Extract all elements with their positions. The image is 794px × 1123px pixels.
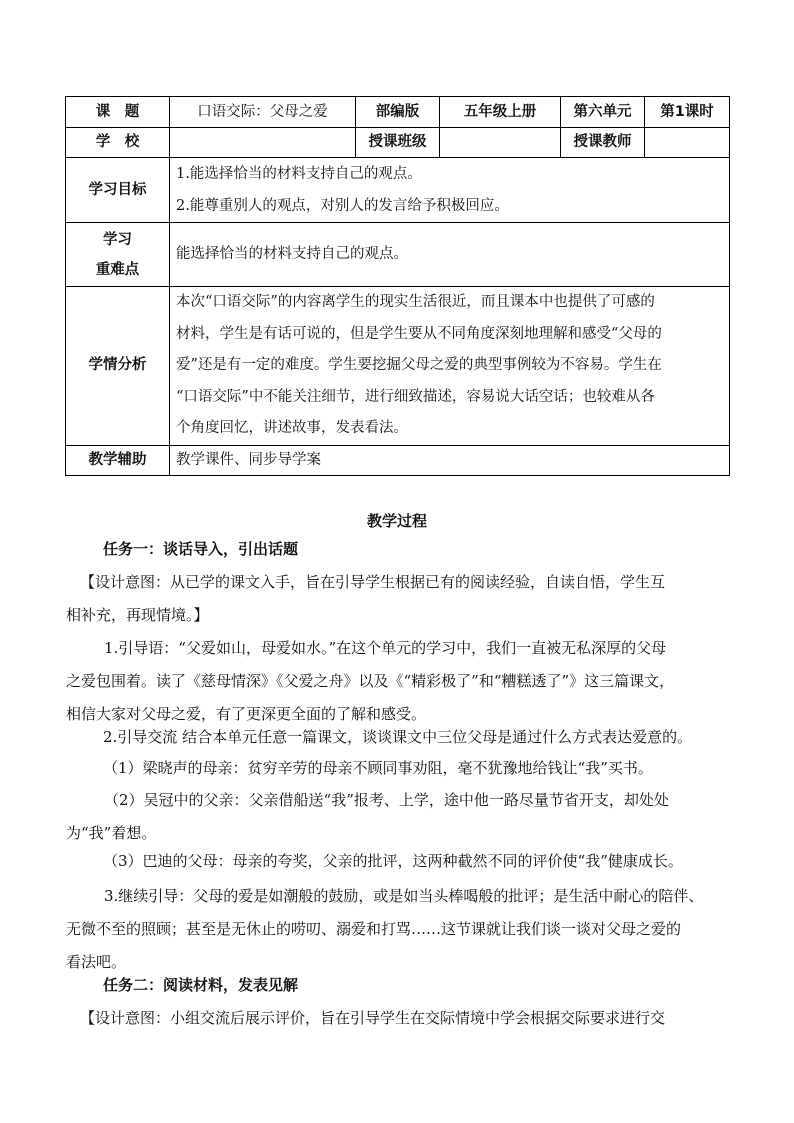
step1-line: 1.引导语：“父爱如山，母爱如水。”在这个单元的学习中，我们一直被无私深厚的父母: [104, 639, 667, 657]
lesson-cell: 第1课时: [645, 97, 730, 128]
table-row-school: [66, 128, 730, 158]
task1-sub2: [66, 784, 730, 850]
school-value: [170, 128, 356, 158]
process-heading: 教学过程: [366, 512, 427, 530]
step3-line: 看法吧。: [66, 953, 127, 971]
aids-content: 教学课件、同步导学案: [170, 445, 730, 475]
design-line: 【设计意图：从已学的课文入手，旨在引导学生根据已有的阅读经验，自读自悟，学生互: [80, 573, 666, 591]
step1-line: 之爱包围着。读了《慈母情深》《父爱之舟》以及《“精彩极了”和“糟糕透了”》这三篇课文，: [66, 672, 675, 690]
analysis-content: [170, 287, 730, 446]
difficulty-label-line2: 重难点: [95, 261, 140, 278]
table-row-difficulty: [66, 223, 730, 287]
topic-label: 课 题: [66, 97, 170, 128]
difficulty-label-line1: 学习: [103, 231, 132, 248]
goals-label: 学习目标: [66, 158, 170, 223]
goal-item: 1.能选择恰当的材料支持自己的观点。: [176, 166, 422, 182]
sub2-line: （2）吴冠中的父亲：父亲借船送“我”报考、上学，途中他一路尽量节省开支，却处处: [104, 791, 669, 809]
teacher-label: 授课教师: [561, 128, 645, 158]
analysis-line: 个角度回忆，讲述故事，发表看法。: [176, 420, 408, 436]
unit-cell: 第六单元: [561, 97, 645, 128]
lesson-info-table: [65, 96, 730, 476]
goal-item: 2.能尊重别人的观点，对别人的发言给予积极回应。: [176, 198, 509, 214]
task1-step3: [66, 880, 730, 979]
table-row-topic: [66, 97, 730, 128]
design-line: 【设计意图：小组交流后展示评价，旨在引导学生在交际情境中学会根据交际要求进行交: [80, 1009, 666, 1027]
task1-sub3: （3）巴迪的父母：母亲的夸奖，父亲的批评，这两种截然不同的评价使“我”健康成长。: [103, 852, 683, 870]
sub2-line: 为“我”着想。: [66, 824, 157, 842]
goals-content: [170, 158, 730, 223]
analysis-line: 本次“口语交际”的内容离学生的现实生活很近，而且课本中也提供了可感的: [176, 294, 655, 310]
analysis-line: 材料，学生是有话可说的，但是学生要从不同角度深刻地理解和感受“父母的: [176, 325, 662, 342]
class-value: [440, 128, 561, 158]
school-label: 学 校: [66, 128, 170, 158]
edition-cell: 部编版: [356, 97, 440, 128]
table-row-analysis: [66, 287, 730, 446]
class-label: 授课班级: [356, 128, 440, 158]
analysis-label: 学情分析: [66, 287, 170, 446]
grade-cell: 五年级上册: [440, 97, 561, 128]
analysis-line: “口语交际”中不能关注细节，进行细致描述，容易说大话空话；也较难从各: [176, 388, 655, 405]
design-line: 相补充，再现情境。】: [66, 606, 209, 624]
difficulty-label: [66, 223, 170, 287]
task2-title: 任务二：阅读材料，发表见解: [103, 976, 299, 994]
task1-design-intent: [66, 566, 730, 632]
task1-step1: [66, 632, 730, 731]
aids-label: 教学辅助: [66, 445, 170, 475]
table-row-goals: [66, 158, 730, 223]
table-row-aids: [66, 445, 730, 475]
topic-title: 口语交际：父母之爱: [170, 97, 356, 128]
difficulty-content: 能选择恰当的材料支持自己的观点。: [170, 223, 730, 287]
teacher-value: [645, 128, 730, 158]
task2-design-intent: [66, 1002, 730, 1035]
step3-line: 3.继续引导：父母的爱是如潮般的鼓励，或是如当头棒喝般的批评；是生活中耐心的陪伴、: [104, 887, 704, 905]
step1-line: 相信大家对父母之爱，有了更深更全面的了解和感受。: [66, 705, 427, 723]
task1-step2: 2.引导交流 结合本单元任意一篇课文，谈谈课文中三位父母是通过什么方式表达爱意的。: [103, 728, 693, 746]
task1-sub1: （1）梁晓声的母亲：贫穷辛劳的母亲不顾同事劝阻，毫不犹豫地给钱让“我”买书。: [103, 759, 653, 777]
analysis-line: 爱”还是有一定的难度。学生要挖掘父母之爱的典型事例较为不容易。学生在: [176, 357, 662, 373]
step3-line: 无微不至的照顾；甚至是无休止的唠叨、溺爱和打骂……这节课就让我们谈一谈对父母之爱的: [66, 920, 682, 938]
task1-title: 任务一：谈话导入，引出话题: [103, 540, 299, 558]
